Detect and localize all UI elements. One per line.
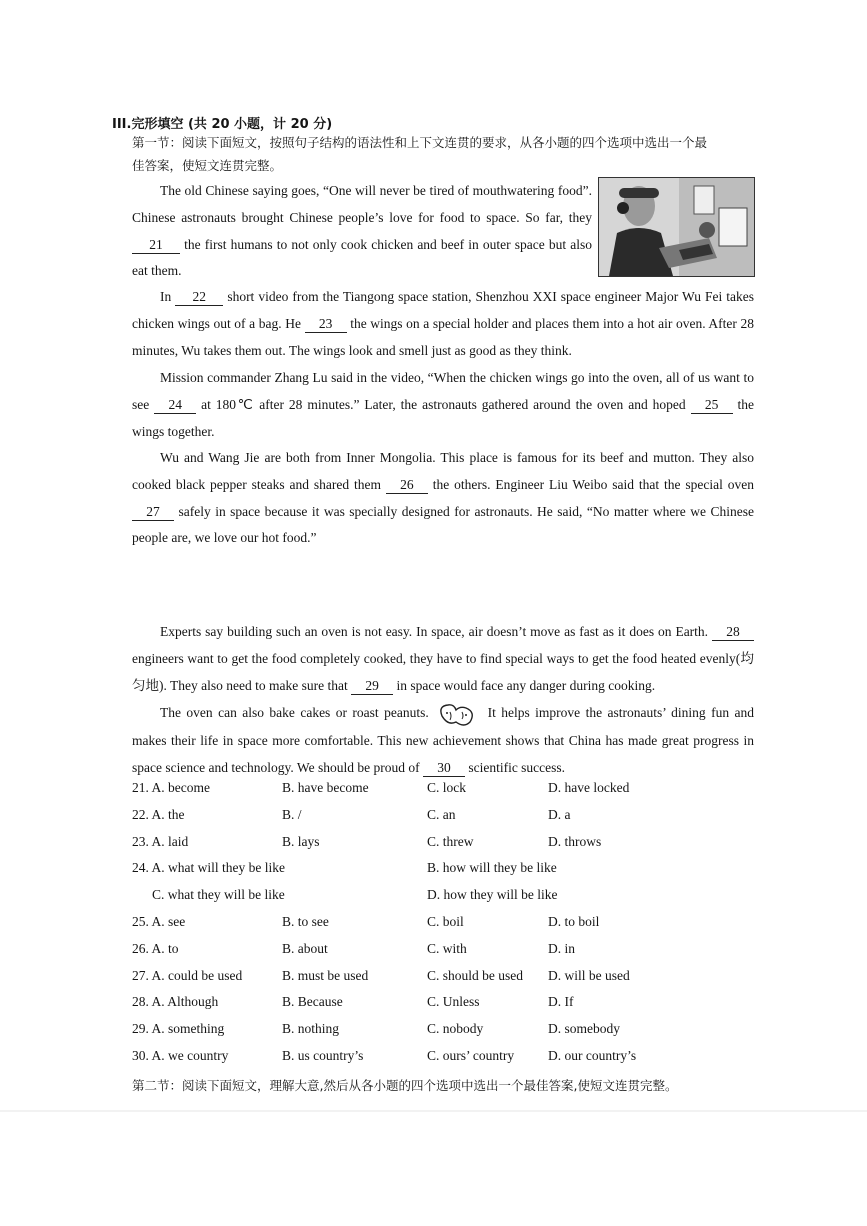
blank-25: 25 (691, 397, 733, 414)
astronaut-photo (598, 177, 755, 277)
option-b: B. about (282, 940, 328, 956)
option-a: 25. A. see (132, 913, 186, 929)
option-c: C. Unless (427, 994, 480, 1010)
option-d: D. throws (548, 833, 602, 849)
option-c: C. threw (427, 833, 474, 849)
option-a: 21. A. become (132, 780, 210, 795)
option-row-28 (132, 994, 754, 1021)
option-a: 23. A. laid (132, 833, 189, 849)
options-list (132, 780, 754, 1075)
option-a: 30. A. we country (132, 1047, 229, 1063)
option-row-23 (132, 834, 754, 861)
blank-22: 22 (175, 289, 223, 306)
option-b: B. us country’s (282, 1047, 364, 1063)
blank-26: 26 (386, 477, 428, 494)
option-row-25 (132, 914, 754, 941)
option-d: D. will be used (548, 967, 630, 983)
instruction-line-1: 第一节：阅读下面短文，按照句子结构的语法性和上下文连贯的要求，从各小题的四个选项中选出一个最 (132, 135, 708, 150)
option-c: C. what they will be like (152, 887, 285, 903)
option-c: C. lock (427, 780, 466, 795)
paragraph-1: The old Chinese saying goes, “One will never be tired of mouthwatering food”. Chinese astronauts brought Chinese people’s love for food to space. So far, they 21 the first humans to not only cook chicken and beef in outer space but also eat them. (132, 183, 592, 279)
blank-23: 23 (305, 316, 347, 333)
option-b: B. Because (282, 994, 343, 1010)
option-c: C. should be used (427, 967, 523, 983)
paragraph-5: Experts say building such an oven is not easy. In space, air doesn’t move as fast as it does on Earth. 28 engineers want to get the food completely cooked, they have to find special ways to get the food heated evenly(均匀地). They also need to make sure that 29 in space would face any danger during cooking. (132, 624, 754, 693)
peanut-icon (436, 700, 480, 728)
option-a: 26. A. to (132, 940, 179, 956)
option-d: D. somebody (548, 1021, 620, 1037)
option-b: B. must be used (282, 967, 369, 983)
option-c: C. ours’ country (427, 1047, 515, 1063)
paragraph-3: Mission commander Zhang Lu said in the video, “When the chicken wings go into the oven, all of us want to see 24 at 180℃ after 28 minutes.” Later, the astronauts gathered around the oven and hoped 25 the wings together. (132, 370, 755, 439)
option-d: D. in (548, 940, 575, 956)
option-b: B. lays (282, 833, 320, 849)
instruction-line-2: 佳答案，使短文连贯完整。 (132, 158, 283, 173)
option-c: C. nobody (427, 1021, 484, 1037)
option-d: D. a (548, 806, 571, 822)
option-b: B. to see (282, 913, 329, 929)
option-a: 22. A. the (132, 806, 185, 822)
section-2-instruction: 第二节：阅读下面短文，理解大意,然后从各小题的四个选项中选出一个最佳答案,使短文连贯完整。 (132, 1078, 678, 1093)
blank-29: 29 (351, 678, 393, 695)
option-a: 27. A. could be used (132, 967, 243, 983)
blank-28: 28 (712, 624, 754, 641)
option-row-24-cd (132, 887, 754, 914)
blank-27: 27 (132, 504, 174, 521)
option-b: B. how will they be like (427, 860, 557, 876)
paragraph-2: In 22 short video from the Tiangong space station, Shenzhou XXI space engineer Major Wu Fei takes chicken wings out of a bag. He 23 the wings on a special holder and places them into a hot air oven. After 28 minutes, Wu takes them out. The wings look and smell just as good as they think. (132, 289, 755, 358)
option-a: 28. A. Although (132, 994, 219, 1010)
paragraph-4: Wu and Wang Jie are both from Inner Mongolia. This place is famous for its beef and mutton. They also cooked black pepper steaks and shared them 26 the others. Engineer Liu Weibo said that the special oven 27 safely in space because it was specially designed for astronauts. He said, “No matter where we Chinese people are, we love our hot food.” (132, 450, 754, 546)
blank-21: 21 (132, 237, 180, 254)
option-a: 24. A. what will they be like (132, 860, 285, 876)
option-d: D. If (548, 994, 574, 1010)
option-row-27 (132, 968, 754, 995)
divider (0, 1110, 867, 1112)
option-b: B. / (282, 806, 302, 822)
option-row-21 (132, 780, 754, 807)
option-c: C. with (427, 940, 467, 956)
option-row-26 (132, 941, 754, 968)
option-row-30 (132, 1048, 754, 1075)
paragraph-6: The oven can also bake cakes or roast peanuts. It helps improve the astronauts’ dining fun and makes their life in space more comfortable. This new achievement shows that China has made great progress in space science and technology. We should be proud of 30 scientific success. (132, 700, 754, 782)
option-d: D. our country’s (548, 1047, 637, 1063)
option-row-29 (132, 1021, 754, 1048)
option-d: D. have locked (548, 780, 630, 795)
blank-24: 24 (154, 397, 196, 414)
section-title: III.完形填空 (共 20 小题，计 20 分) (112, 117, 333, 132)
option-d: D. how they will be like (427, 887, 558, 903)
option-a: 29. A. something (132, 1021, 225, 1037)
blank-30: 30 (423, 760, 465, 777)
option-c: C. boil (427, 913, 464, 929)
option-row-24 (132, 860, 754, 887)
option-b: B. have become (282, 780, 369, 795)
option-d: D. to boil (548, 913, 600, 929)
option-c: C. an (427, 806, 456, 822)
option-b: B. nothing (282, 1021, 340, 1037)
option-row-22 (132, 807, 754, 834)
